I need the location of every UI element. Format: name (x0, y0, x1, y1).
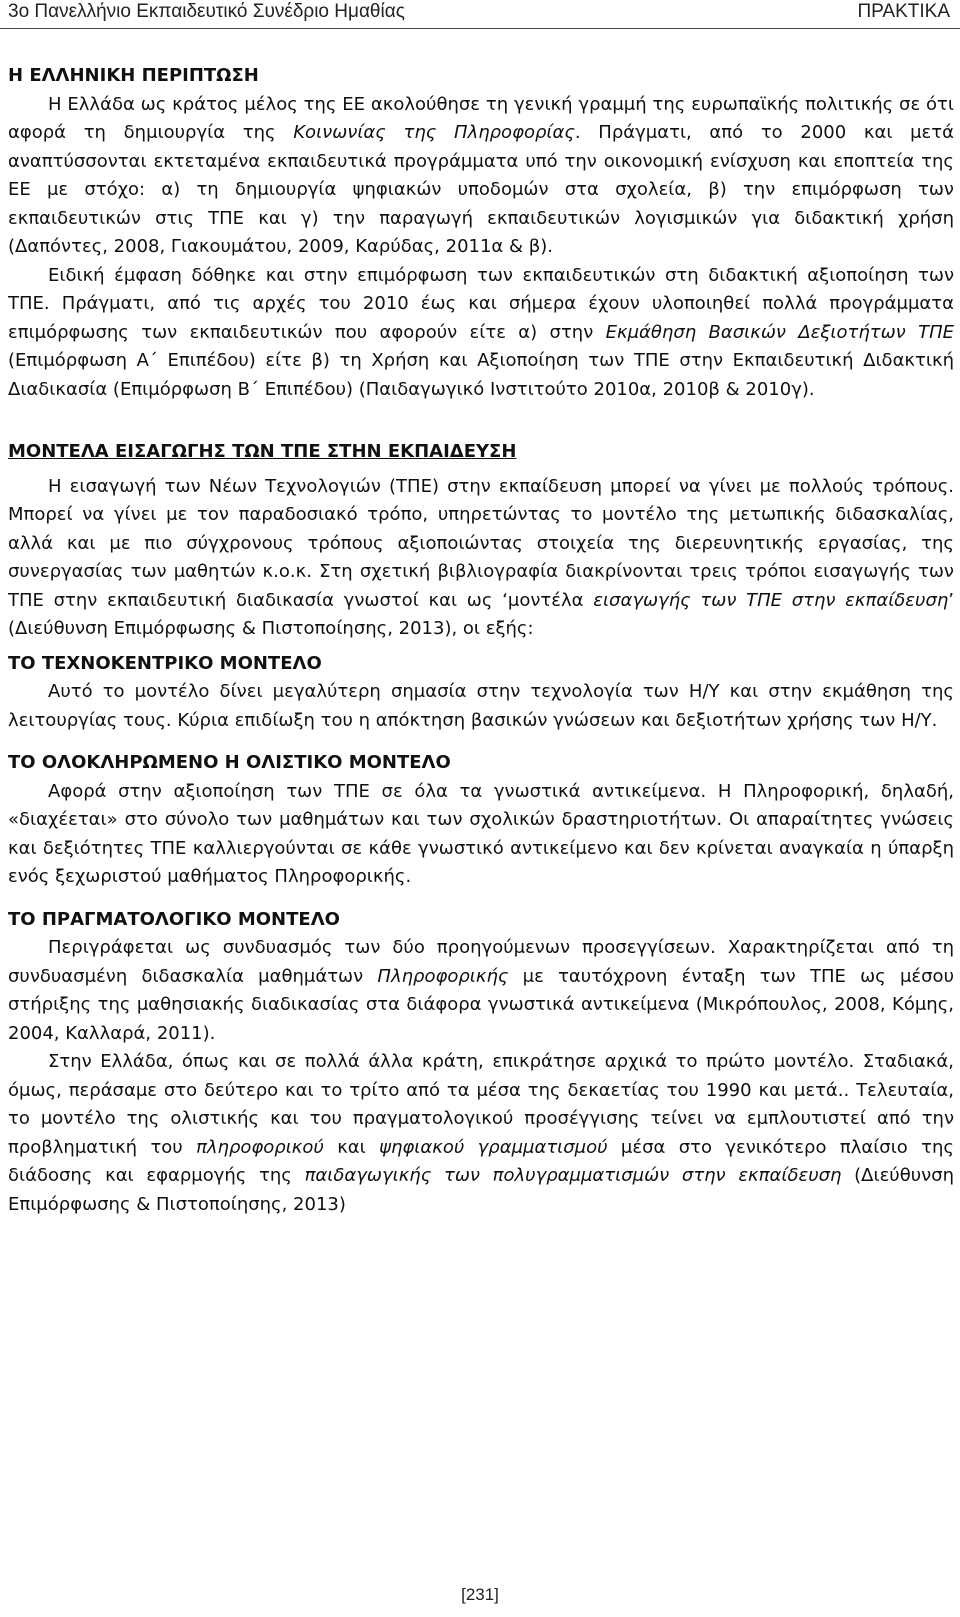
text-run: Ειδική έμφαση δόθηκε και στην επιμόρφωση των εκπαιδευτικών στη διδακτική αξιοποίηση των ΤΠΕ. Πράγματι, από τις αρχές του 2010 έως και σήμερα έχουν υλοποιηθεί πολλά προγράμματα επιμόρφωσης των εκπαιδευτικών που αφορούν είτε α) στην (8, 264, 954, 343)
text-run: με ταυτόχρονη ένταξη των ΤΠΕ ως μέσου στήριξης της μαθησιακής διαδικασίας στα διάφορα γνωστικά αντικείμενα (Μικρόπουλος, 2008, Κόμης, 2004, Καλλαρά, 2011). (8, 965, 954, 1044)
text-run: και (323, 1136, 380, 1158)
italic-run: Εκμάθηση Βασικών Δεξιοτήτων ΤΠΕ (605, 321, 954, 343)
text-run: (Διεύθυνση Επιμόρφωσης & Πιστοποίησης, 2013) (8, 1165, 955, 1215)
paragraph (8, 934, 954, 1048)
page-header (0, 0, 960, 29)
paragraph: Αυτό το μοντέλο δίνει μεγαλύτερη σημασία στην τεχνολογία των Η/Υ και στην εκμάθηση της λειτουργίας τους. Κύρια επιδίωξη του η απόκτηση βασικών γνώσεων και δεξιοτήτων χρήσης των Η/Υ. (8, 681, 954, 731)
italic-run: ψηφιακού γραμματισμού (379, 1136, 608, 1158)
section-heading-greece: Η ΕΛΛΗΝΙΚΗ ΠΕΡΙΠΤΩΣΗ (8, 65, 259, 86)
paragraph: Αφορά στην αξιοποίηση των ΤΠΕ σε όλα τα γνωστικά αντικείμενα. Η Πληροφορική, δηλαδή, «διαχέεται» στο σύνολο των μαθημάτων και των σχολικών δραστηριοτήτων. Οι απαραίτητες γνώσεις και δεξιότητες ΤΠΕ καλλιεργούνται σε κάθε γνωστικό αντικείμενο και δεν κρίνεται αναγκαία η ύπαρξη ενός ξεχωριστού μαθήματος Πληροφορικής. (8, 780, 954, 887)
conference-title: 3ο Πανελλήνιο Εκπαιδευτικό Συνέδριο Ημαθίας (8, 1, 405, 22)
document-body (8, 62, 954, 1219)
paragraph (8, 1048, 954, 1219)
text-run: Στην Ελλάδα, όπως και σε πολλά άλλα κράτη, επικράτησε αρχικά το πρώτο μοντέλο. Σταδιακά, όμως, περάσαμε στο δεύτερο και το τρίτο από τα μέσα της δεκαετίας του 1990 και μετά.. Τελευταία, το μοντέλο της ολιστικής και του πραγματολογικού προσέγγισης τείνει να εμπλουτιστεί από την προβληματική του (8, 1051, 954, 1158)
italic-run: πληροφορικού (196, 1136, 324, 1158)
page-number: [231] (461, 1585, 499, 1604)
section-label: ΠΡΑΚΤΙΚΑ (857, 1, 950, 22)
paragraph (8, 473, 954, 644)
text-run: μέσα στο γενικότερο πλαίσιο της διάδοσης και εφαρμογής της (8, 1136, 954, 1186)
text-run: Περιγράφεται ως συνδυασμός των δύο προηγούμενων προσεγγίσεων. Χαρακτηρίζεται από τη συνδυασμένη διδασκαλία μαθημάτων (8, 937, 954, 987)
italic-run: Πληροφορικής (377, 965, 509, 987)
italic-run: εισαγωγής των ΤΠΕ στην εκπαίδευση (593, 589, 949, 611)
italic-run: παιδαγωγικής των πολυγραμματισμών στην εκπαίδευση (304, 1165, 842, 1186)
paragraph (8, 91, 954, 262)
text-run: ’ (Διεύθυνση Επιμόρφωσης & Πιστοποίησης, 2013), οι εξής: (8, 589, 955, 639)
section-heading-techno: ΤΟ ΤΕΧΝΟΚΕΝΤΡΙΚΟ ΜΟΝΤΕΛΟ (8, 652, 322, 674)
text-run: . Πράγματι, από το 2000 και μετά αναπτύσσονται εκτεταμένα εκπαιδευτικά προγράμματα υπό την οικονομική ενίσχυση και εποπτεία της ΕΕ με στόχο: α) τη δημιουργία ψηφιακών υποδομών στα σχολεία, β) την επιμόρφωση των εκπαιδευτικών στις ΤΠΕ και γ) την παραγωγή εκπαιδευτικών λογισμικών για διδακτική χρήση (Δαπόντες, 2008, Γιακουμάτου, 2009, Καρύδας, 2011α & β). (8, 122, 954, 257)
italic-run: Κοινωνίας της Πληροφορίας (293, 122, 575, 143)
paragraph (8, 262, 954, 405)
text-run: Η Ελλάδα ως κράτος μέλος της ΕΕ ακολούθησε τη γενική γραμμή της ευρωπαϊκής πολιτικής σε ότι αφορά τη δημιουργία της (8, 93, 954, 143)
text-run: (Επιμόρφωση Α΄ Επιπέδου) είτε β) τη Χρήση και Αξιοποίηση των ΤΠΕ στην Εκπαιδευτική Διδακτική Διαδικασία (Επιμόρφωση Β΄ Επιπέδου) (Παιδαγωγικό Ινστιτούτο 2010α, 2010β & 2010γ). (8, 350, 954, 400)
section-heading-holistic: ΤΟ ΟΛΟΚΛΗΡΩΜΕΝΟ Η ΟΛΙΣΤΙΚΟ ΜΟΝΤΕΛΟ (8, 752, 451, 773)
section-heading-models: ΜΟΝΤΕΛΑ ΕΙΣΑΓΩΓΗΣ ΤΩΝ ΤΠΕ ΣΤΗΝ ΕΚΠΑΙΔΕΥΣΗ (8, 441, 517, 462)
section-heading-pragmatic: ΤΟ ΠΡΑΓΜΑΤΟΛΟΓΙΚΟ ΜΟΝΤΕΛΟ (8, 908, 340, 930)
text-run: Η εισαγωγή των Νέων Τεχνολογιών (ΤΠΕ) στην εκπαίδευση μπορεί να γίνει με πολλούς τρόπους. Μπορεί να γίνει με τον παραδοσιακό τρόπο, υπηρετώντας το μοντέλο της μετωπικής διδασκαλίας, αλλά και με πιο σύγχρονους τρόπους αξιοποιώντας στοιχεία της διερευνητικής εργασίας, της συνεργασίας των μαθητών κ.ο.κ. Στη σχετική βιβλιογραφία διακρίνονται τρεις τρόποι εισαγωγής των ΤΠΕ στην εκπαιδευτική διαδικασία γνωστοί και ως ‘μοντέλα (8, 475, 954, 611)
